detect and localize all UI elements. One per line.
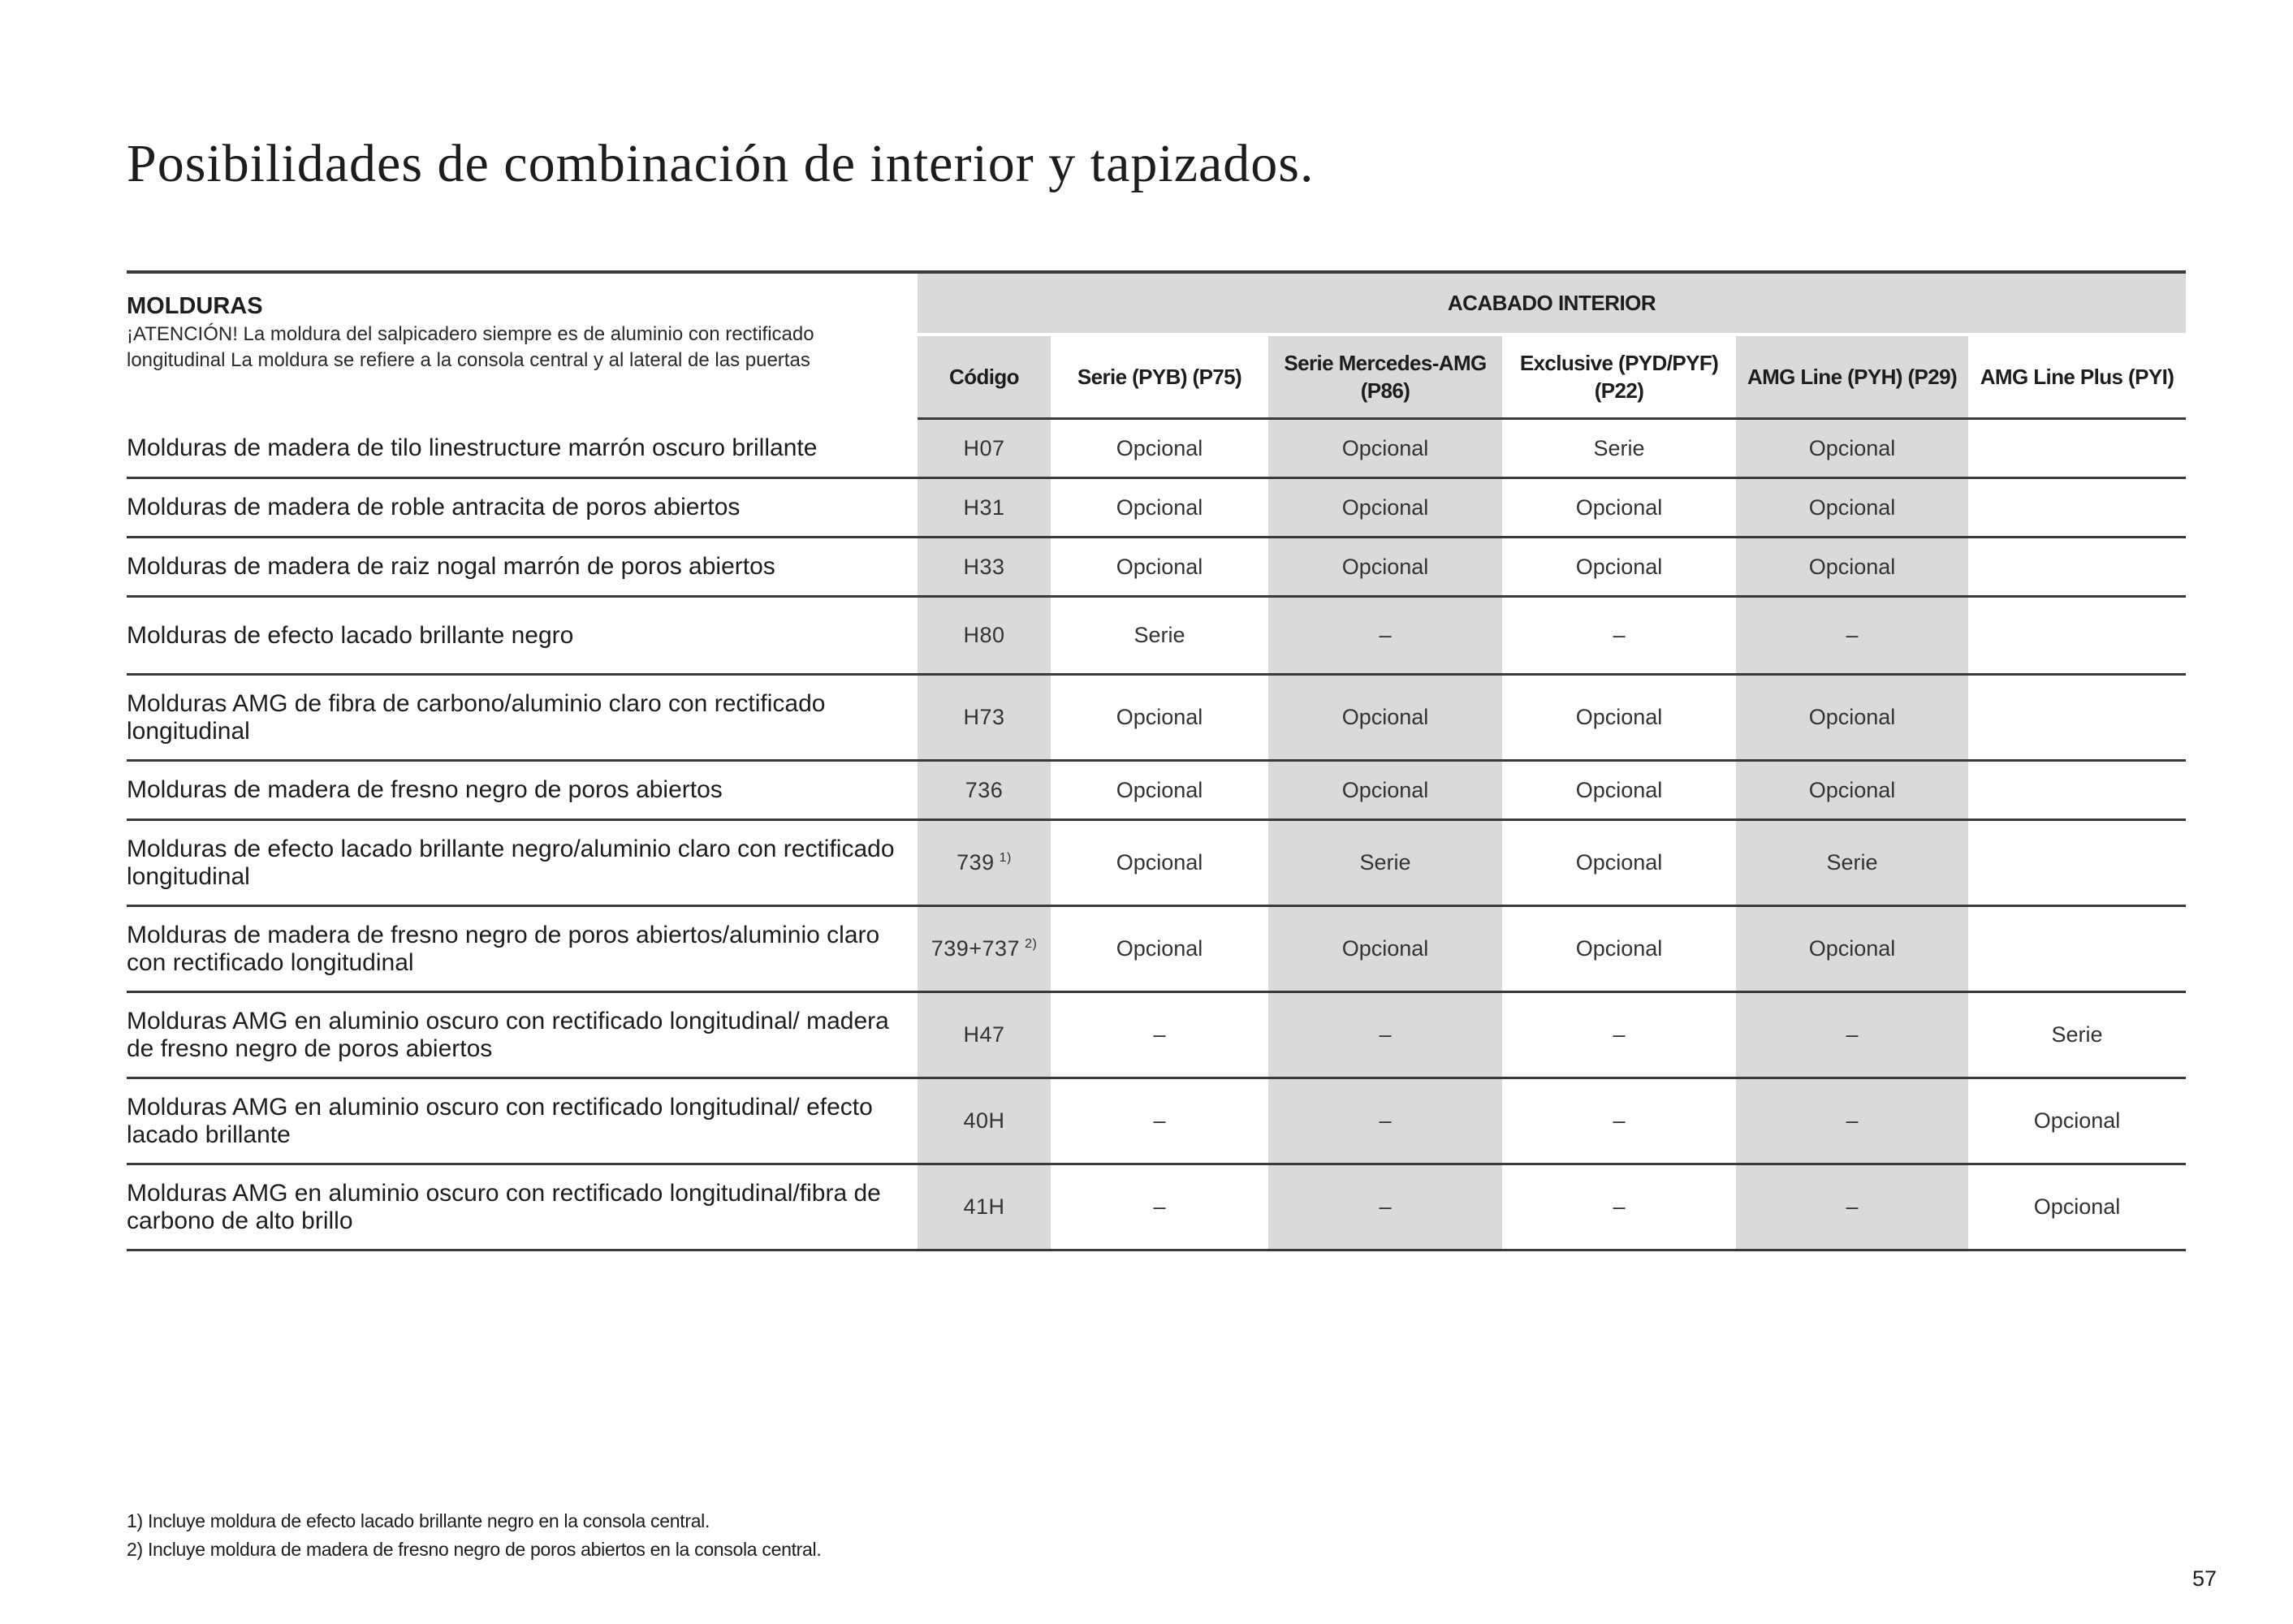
code-value: H47 [963, 1022, 1005, 1047]
table-row [127, 419, 2186, 478]
code-cell [918, 992, 1051, 1078]
serie-amg-cell: Serie [1268, 820, 1502, 906]
serie-amg-cell: Opcional [1268, 419, 1502, 478]
code-cell [918, 906, 1051, 992]
table-row [127, 820, 2186, 906]
amg-line-plus-cell [1968, 675, 2186, 761]
code-value: H33 [963, 554, 1005, 579]
serie-amg-cell: – [1268, 597, 1502, 675]
moldura-description: Molduras de madera de fresno negro de poros abiertos [127, 761, 918, 820]
moldura-description: Molduras de madera de roble antracita de poros abiertos [127, 478, 918, 538]
amg-line-cell: Serie [1736, 820, 1968, 906]
group-header: ACABADO INTERIOR [918, 272, 2186, 335]
code-cell [918, 1078, 1051, 1164]
code-cell [918, 597, 1051, 675]
code-cell [918, 478, 1051, 538]
serie-cell: – [1051, 1078, 1268, 1164]
molduras-table [127, 270, 2186, 1251]
section-title: MOLDURAS [127, 293, 263, 319]
code-value: 736 [965, 777, 1004, 802]
serie-cell: – [1051, 992, 1268, 1078]
serie-cell: Opcional [1051, 906, 1268, 992]
table-row [127, 992, 2186, 1078]
amg-line-plus-cell [1968, 597, 2186, 675]
table-row [127, 478, 2186, 538]
amg-line-plus-cell [1968, 538, 2186, 597]
moldura-description: Molduras de efecto lacado brillante negro/aluminio claro con rectificado longitudinal [127, 820, 918, 906]
serie-cell: Opcional [1051, 761, 1268, 820]
exclusive-cell: Serie [1502, 419, 1736, 478]
serie-amg-cell: Opcional [1268, 906, 1502, 992]
footnote: 2) Incluye moldura de madera de fresno negro de poros abiertos en la consola central. [127, 1539, 822, 1560]
exclusive-cell: – [1502, 1164, 1736, 1250]
header-row-group [127, 272, 2186, 335]
code-cell [918, 675, 1051, 761]
amg-line-cell: Opcional [1736, 419, 1968, 478]
amg-line-cell: – [1736, 992, 1968, 1078]
serie-amg-cell: Opcional [1268, 675, 1502, 761]
moldura-description: Molduras AMG en aluminio oscuro con rectificado longitudinal/fibra de carbono de alto brillo [127, 1164, 918, 1250]
column-header-amg-line: AMG Line (PYH) (P29) [1736, 335, 1968, 419]
footnote-ref: 1) [999, 851, 1012, 865]
amg-line-plus-cell: Opcional [1968, 1164, 2186, 1250]
amg-line-cell: – [1736, 597, 1968, 675]
code-cell [918, 1164, 1051, 1250]
exclusive-cell: Opcional [1502, 820, 1736, 906]
code-value: 739 [956, 850, 995, 875]
exclusive-cell: Opcional [1502, 675, 1736, 761]
code-cell [918, 761, 1051, 820]
exclusive-cell: Opcional [1502, 538, 1736, 597]
column-header-codigo: Código [918, 335, 1051, 419]
serie-amg-cell: – [1268, 1078, 1502, 1164]
amg-line-cell: Opcional [1736, 538, 1968, 597]
column-header-serie: Serie (PYB) (P75) [1051, 335, 1268, 419]
amg-line-plus-cell [1968, 820, 2186, 906]
serie-amg-cell: Opcional [1268, 538, 1502, 597]
amg-line-cell: – [1736, 1164, 1968, 1250]
section-header [127, 272, 918, 419]
serie-amg-cell: Opcional [1268, 761, 1502, 820]
amg-line-plus-cell: Serie [1968, 992, 2186, 1078]
serie-cell: Serie [1051, 597, 1268, 675]
footnote-ref: 2) [1025, 937, 1038, 951]
amg-line-plus-cell [1968, 761, 2186, 820]
code-value: H73 [963, 705, 1005, 729]
exclusive-cell: Opcional [1502, 906, 1736, 992]
table-body [127, 419, 2186, 1250]
serie-cell: Opcional [1051, 675, 1268, 761]
table-row [127, 538, 2186, 597]
footnote: 1) Incluye moldura de efecto lacado brillante negro en la consola central. [127, 1510, 710, 1531]
moldura-description: Molduras AMG en aluminio oscuro con rectificado longitudinal/ efecto lacado brillante [127, 1078, 918, 1164]
amg-line-plus-cell [1968, 906, 2186, 992]
serie-cell: Opcional [1051, 820, 1268, 906]
moldura-description: Molduras de madera de raiz nogal marrón de poros abiertos [127, 538, 918, 597]
amg-line-cell: Opcional [1736, 761, 1968, 820]
serie-amg-cell: Opcional [1268, 478, 1502, 538]
section-note: ¡ATENCIÓN! La moldura del salpicadero siempre es de aluminio con rectificado longitudinal La moldura se refiere a la consola central y al lateral de las puertas [127, 323, 814, 371]
serie-cell: Opcional [1051, 538, 1268, 597]
moldura-description: Molduras AMG de fibra de carbono/aluminio claro con rectificado longitudinal [127, 675, 918, 761]
footnotes [127, 1507, 821, 1564]
table-row [127, 1078, 2186, 1164]
serie-cell: Opcional [1051, 478, 1268, 538]
table-row [127, 761, 2186, 820]
code-value: H07 [963, 435, 1005, 460]
exclusive-cell: – [1502, 992, 1736, 1078]
table-row [127, 597, 2186, 675]
code-value: 40H [963, 1108, 1005, 1133]
column-header-serie-amg: Serie Mercedes-AMG (P86) [1268, 335, 1502, 419]
moldura-description: Molduras de efecto lacado brillante negro [127, 597, 918, 675]
exclusive-cell: – [1502, 1078, 1736, 1164]
code-cell [918, 820, 1051, 906]
table-row [127, 675, 2186, 761]
column-header-amg-line-plus: AMG Line Plus (PYI) [1968, 335, 2186, 419]
moldura-description: Molduras de madera de tilo linestructure marrón oscuro brillante [127, 419, 918, 478]
moldura-description: Molduras AMG en aluminio oscuro con rectificado longitudinal/ madera de fresno negro de poros abiertos [127, 992, 918, 1078]
table-row [127, 906, 2186, 992]
amg-line-cell: – [1736, 1078, 1968, 1164]
amg-line-plus-cell [1968, 419, 2186, 478]
code-value: H31 [963, 495, 1005, 520]
code-value: 739+737 [931, 936, 1021, 961]
code-value: 41H [963, 1194, 1005, 1219]
serie-cell: Opcional [1051, 419, 1268, 478]
amg-line-cell: Opcional [1736, 906, 1968, 992]
amg-line-plus-cell: Opcional [1968, 1078, 2186, 1164]
serie-amg-cell: – [1268, 992, 1502, 1078]
column-header-exclusive: Exclusive (PYD/PYF) (P22) [1502, 335, 1736, 419]
serie-amg-cell: – [1268, 1164, 1502, 1250]
amg-line-plus-cell [1968, 478, 2186, 538]
moldura-description: Molduras de madera de fresno negro de poros abiertos/aluminio claro con rectificado longitudinal [127, 906, 918, 992]
code-cell [918, 538, 1051, 597]
exclusive-cell: Opcional [1502, 478, 1736, 538]
molduras-table-wrap [127, 270, 2186, 1251]
code-value: H80 [963, 623, 1005, 647]
page-number: 57 [2192, 1566, 2217, 1591]
amg-line-cell: Opcional [1736, 478, 1968, 538]
serie-cell: – [1051, 1164, 1268, 1250]
exclusive-cell: Opcional [1502, 761, 1736, 820]
table-row [127, 1164, 2186, 1250]
amg-line-cell: Opcional [1736, 675, 1968, 761]
exclusive-cell: – [1502, 597, 1736, 675]
page-title: Posibilidades de combinación de interior y tapizados. [127, 134, 1315, 193]
code-cell [918, 419, 1051, 478]
